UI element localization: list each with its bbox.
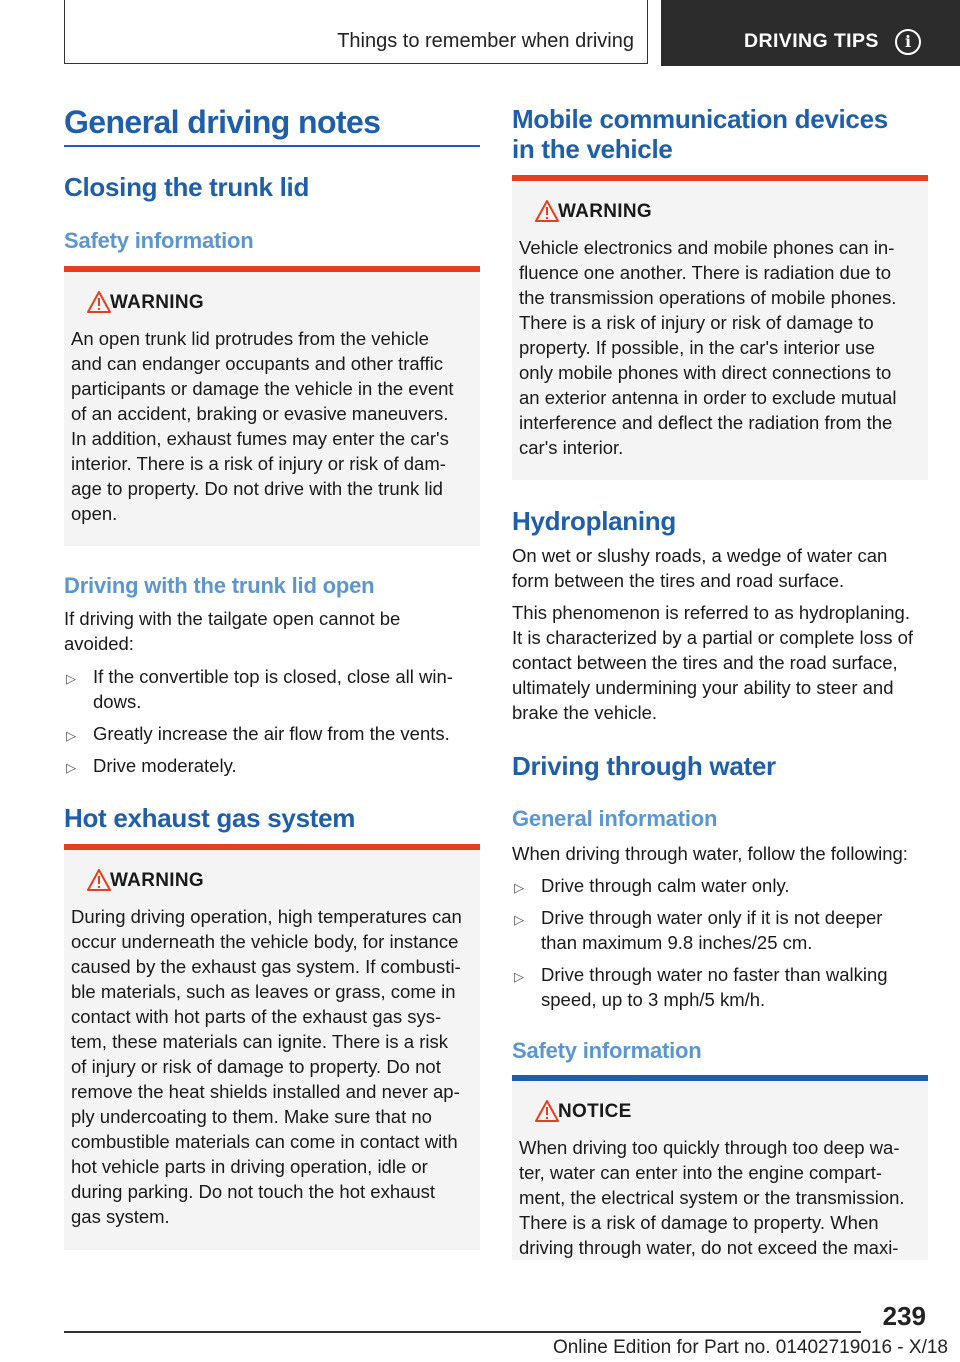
warning-text xyxy=(71,326,475,526)
heading-hydroplaning: Hydroplaning xyxy=(512,506,676,536)
warning-line: caused by the exhaust gas system. If combusti‐ xyxy=(71,956,461,977)
warning-text xyxy=(519,235,923,460)
notice-box-water xyxy=(512,1075,928,1260)
text-line: It is characterized by a partial or complete loss of xyxy=(512,627,914,648)
page-number: 239 xyxy=(882,1301,926,1331)
page-title: General driving notes xyxy=(64,104,381,140)
heading-general-information: General information xyxy=(512,806,718,831)
warning-line: contact with hot parts of the exhaust gas sys‐ xyxy=(71,1006,442,1027)
warning-triangle-icon xyxy=(534,1099,560,1123)
footer-divider xyxy=(64,1331,861,1333)
warning-line: participants or damage the vehicle in the event xyxy=(71,378,454,399)
header-section-frame xyxy=(64,0,648,64)
text-line: dows. xyxy=(93,691,142,712)
header-chapter-title: DRIVING TIPS xyxy=(744,30,879,52)
warning-line: an exterior antenna in order to exclude mutual xyxy=(519,387,897,408)
hydroplaning-paragraph-1 xyxy=(512,543,928,593)
warning-line: Vehicle electronics and mobile phones can in‐ xyxy=(519,237,895,258)
warning-line: combustible materials can come in contact with xyxy=(71,1131,458,1152)
heading-line: Mobile communication devices xyxy=(512,104,888,134)
warning-line: car's interior. xyxy=(519,437,624,458)
warning-line: of injury or risk of damage to property. Do not xyxy=(71,1056,441,1077)
warning-line: In addition, exhaust fumes may enter the car's xyxy=(71,428,449,449)
heading-mobile-devices xyxy=(512,104,888,164)
warning-line: ble materials, such as leaves or grass, come in xyxy=(71,981,456,1002)
text-line: Drive through calm water only. xyxy=(541,875,790,896)
text-line: If driving with the tailgate open cannot be xyxy=(64,608,401,629)
list-item xyxy=(512,873,928,898)
warning-text xyxy=(71,904,475,1229)
list-item xyxy=(64,753,480,778)
notice-label: NOTICE xyxy=(558,1101,632,1122)
heading-safety-information-2: Safety information xyxy=(512,1038,702,1063)
warning-label: WARNING xyxy=(110,870,204,891)
text-line: If the convertible top is closed, close all win‐ xyxy=(93,666,453,687)
warning-line: hot vehicle parts in driving operation, idle or xyxy=(71,1156,428,1177)
triangle-bullet-icon: ▷ xyxy=(66,760,76,775)
warning-line: the transmission operations of mobile phones. xyxy=(519,287,897,308)
trunk-open-list xyxy=(64,664,480,785)
warning-line: tem, these materials can ignite. There is a risk xyxy=(71,1031,449,1052)
heading-driving-through-water: Driving through water xyxy=(512,751,776,781)
warning-triangle-icon xyxy=(86,868,112,892)
text-line: than maximum 9.8 inches/25 cm. xyxy=(541,932,813,953)
water-intro: When driving through water, follow the following: xyxy=(512,843,908,864)
warning-label: WARNING xyxy=(558,201,652,222)
heading-line: in the vehicle xyxy=(512,134,673,164)
text-line: Drive through water only if it is not deeper xyxy=(541,907,883,928)
text-line: brake the vehicle. xyxy=(512,702,658,723)
notice-line: There is a risk of damage to property. When xyxy=(519,1212,879,1233)
triangle-bullet-icon: ▷ xyxy=(66,728,76,743)
warning-line: fluence one another. There is radiation due to xyxy=(519,262,891,283)
warning-line: interior. There is a risk of injury or risk of dam‐ xyxy=(71,453,446,474)
text-line: Drive moderately. xyxy=(93,755,237,776)
footer-edition: Online Edition for Part no. 01402719016 - X/18 xyxy=(552,1337,948,1358)
warning-line: remove the heat shields installed and never ap‐ xyxy=(71,1081,460,1102)
list-item xyxy=(64,664,480,714)
warning-line: property. If possible, in the car's interior use xyxy=(519,337,875,358)
notice-line: When driving too quickly through too deep wa‐ xyxy=(519,1137,900,1158)
triangle-bullet-icon: ▷ xyxy=(514,880,524,895)
warning-line: open. xyxy=(71,503,118,524)
warning-box-exhaust xyxy=(64,844,480,1250)
heading-driving-trunk-open: Driving with the trunk lid open xyxy=(64,573,375,598)
heading-safety-information: Safety information xyxy=(64,228,254,253)
heading-closing-trunk-lid: Closing the trunk lid xyxy=(64,172,310,202)
warning-triangle-icon xyxy=(86,290,112,314)
warning-triangle-icon xyxy=(534,199,560,223)
title-divider xyxy=(64,145,480,147)
info-icon: i xyxy=(895,29,921,55)
warning-line: During driving operation, high temperatures can xyxy=(71,906,462,927)
text-line: Drive through water no faster than walking xyxy=(541,964,888,985)
hydroplaning-paragraph-2 xyxy=(512,600,928,725)
heading-hot-exhaust: Hot exhaust gas system xyxy=(64,803,356,833)
list-item xyxy=(64,721,480,746)
warning-box-mobile xyxy=(512,175,928,480)
text-line: contact between the tires and the road surface, xyxy=(512,652,898,673)
list-item xyxy=(512,905,928,955)
warning-line: There is a risk of injury or risk of damage to xyxy=(519,312,874,333)
warning-line: only mobile phones with direct connections to xyxy=(519,362,892,383)
text-line: ultimately undermining your ability to steer and xyxy=(512,677,894,698)
text-line: Greatly increase the air flow from the vents. xyxy=(93,723,450,744)
text-line: avoided: xyxy=(64,633,134,654)
warning-label: WARNING xyxy=(110,292,204,313)
warning-line: of an accident, braking or evasive maneuvers. xyxy=(71,403,449,424)
text-line: speed, up to 3 mph/5 km/h. xyxy=(541,989,766,1010)
warning-line: ply undercoating to them. Make sure that no xyxy=(71,1106,432,1127)
notice-line: ment, the electrical system or the transmission. xyxy=(519,1187,905,1208)
notice-line: ter, water can enter into the engine compart‐ xyxy=(519,1162,883,1183)
warning-line: An open trunk lid protrudes from the vehicle xyxy=(71,328,429,349)
text-line: This phenomenon is referred to as hydroplaning. xyxy=(512,602,910,623)
text-line: On wet or slushy roads, a wedge of water can xyxy=(512,545,888,566)
text-line: form between the tires and road surface. xyxy=(512,570,845,591)
warning-line: interference and deflect the radiation from the xyxy=(519,412,893,433)
warning-line: and can endanger occupants and other traffic xyxy=(71,353,443,374)
warning-line: gas system. xyxy=(71,1206,170,1227)
warning-line: during parking. Do not touch the hot exhaust xyxy=(71,1181,436,1202)
warning-box-trunk xyxy=(64,266,480,546)
trunk-open-intro xyxy=(64,606,480,656)
triangle-bullet-icon: ▷ xyxy=(66,671,76,686)
notice-text xyxy=(519,1135,923,1260)
notice-line: driving through water, do not exceed the maxi‐ xyxy=(519,1237,899,1258)
warning-line: occur underneath the vehicle body, for instance xyxy=(71,931,459,952)
header-chapter-tab xyxy=(661,0,960,66)
list-item xyxy=(512,962,928,1012)
warning-line: age to property. Do not drive with the trunk lid xyxy=(71,478,443,499)
water-list xyxy=(512,873,928,1019)
triangle-bullet-icon: ▷ xyxy=(514,969,524,984)
header-section-title: Things to remember when driving xyxy=(337,30,634,52)
triangle-bullet-icon: ▷ xyxy=(514,912,524,927)
